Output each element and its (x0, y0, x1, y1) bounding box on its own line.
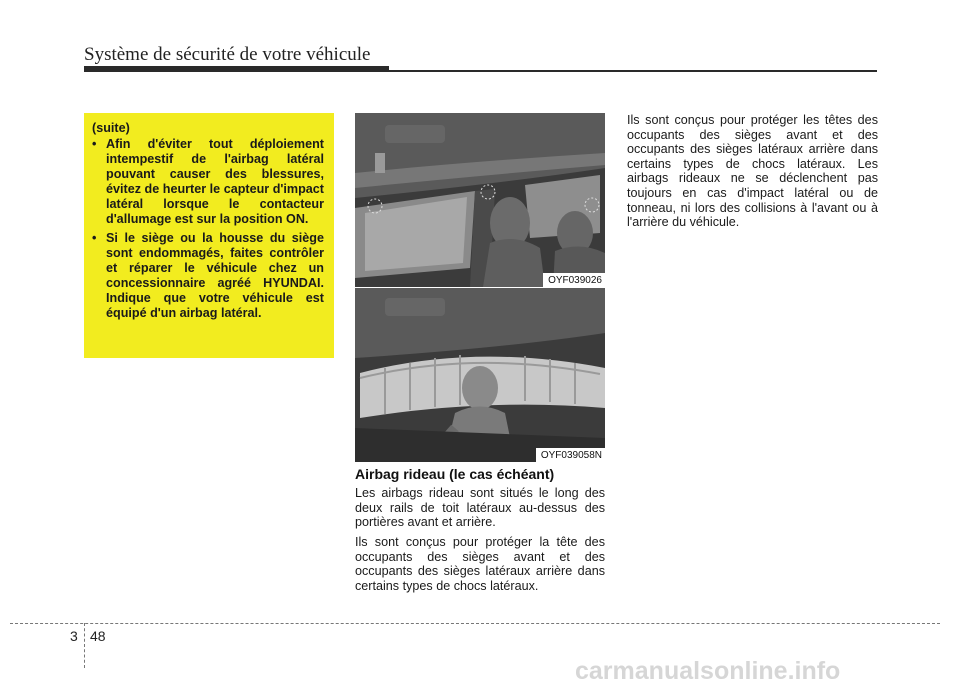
warning-item (92, 231, 324, 321)
curtain-airbag-illustration (355, 288, 605, 462)
figure-code: OYF039058N (536, 448, 605, 462)
page-header-title: Système de sécurité de votre véhicule (84, 44, 371, 65)
figure-code: OYF039026 (543, 273, 605, 287)
bullet-icon: • (92, 231, 97, 245)
page-number: 48 (90, 628, 106, 644)
body-paragraph: Ils sont conçus pour protéger la tête des occupants des sièges avant et des occupants des sièges latéraux arrière dans certains types de chocs latéraux. (355, 535, 605, 593)
header-rule (84, 70, 877, 72)
bullet-icon: • (92, 137, 97, 151)
watermark: carmanualsonline.info (575, 657, 841, 685)
section-heading: Airbag rideau (le cas échéant) (355, 466, 555, 482)
chapter-number: 3 (70, 628, 78, 644)
warning-continued-label: (suite) (92, 121, 130, 135)
warning-item-text: Afin d'éviter tout déploiement intempestif de l'airbag latéral pouvant causer des blessures, évitez de heurter le capteur d'impact latéral lorsque le contacteur d'allumage est sur la position ON. (106, 137, 324, 226)
page-number-divider (84, 623, 85, 668)
car-interior-illustration (355, 113, 605, 287)
footer-rule (10, 623, 940, 624)
warning-box (84, 113, 334, 358)
warning-list (92, 137, 324, 321)
warning-item-text: Si le siège ou la housse du siège sont endommagés, faites contrôler et réparer le véhicule chez un concessionnaire agréé HYUNDAI. Indique que votre véhicule est équipé d'un airbag latéral. (106, 231, 324, 320)
figure-curtain-airbag (355, 288, 605, 462)
body-paragraph: Les airbags rideau sont situés le long des deux rails de toit latéraux au-dessus des portières avant et arrière. (355, 486, 605, 530)
figure-roof-rail (355, 113, 605, 287)
right-column-paragraph: Ils sont conçus pour protéger les têtes des occupants des sièges avant et des occupants des sièges latéraux arrière dans certains types de chocs latéraux. Les airbags rideaux ne se déclenchent pas toujours en cas d'impact latéral ou de tonneau, ni lors des collisions à l'avant ou à l'arrière du véhicule. (627, 113, 878, 230)
warning-item (92, 137, 324, 227)
